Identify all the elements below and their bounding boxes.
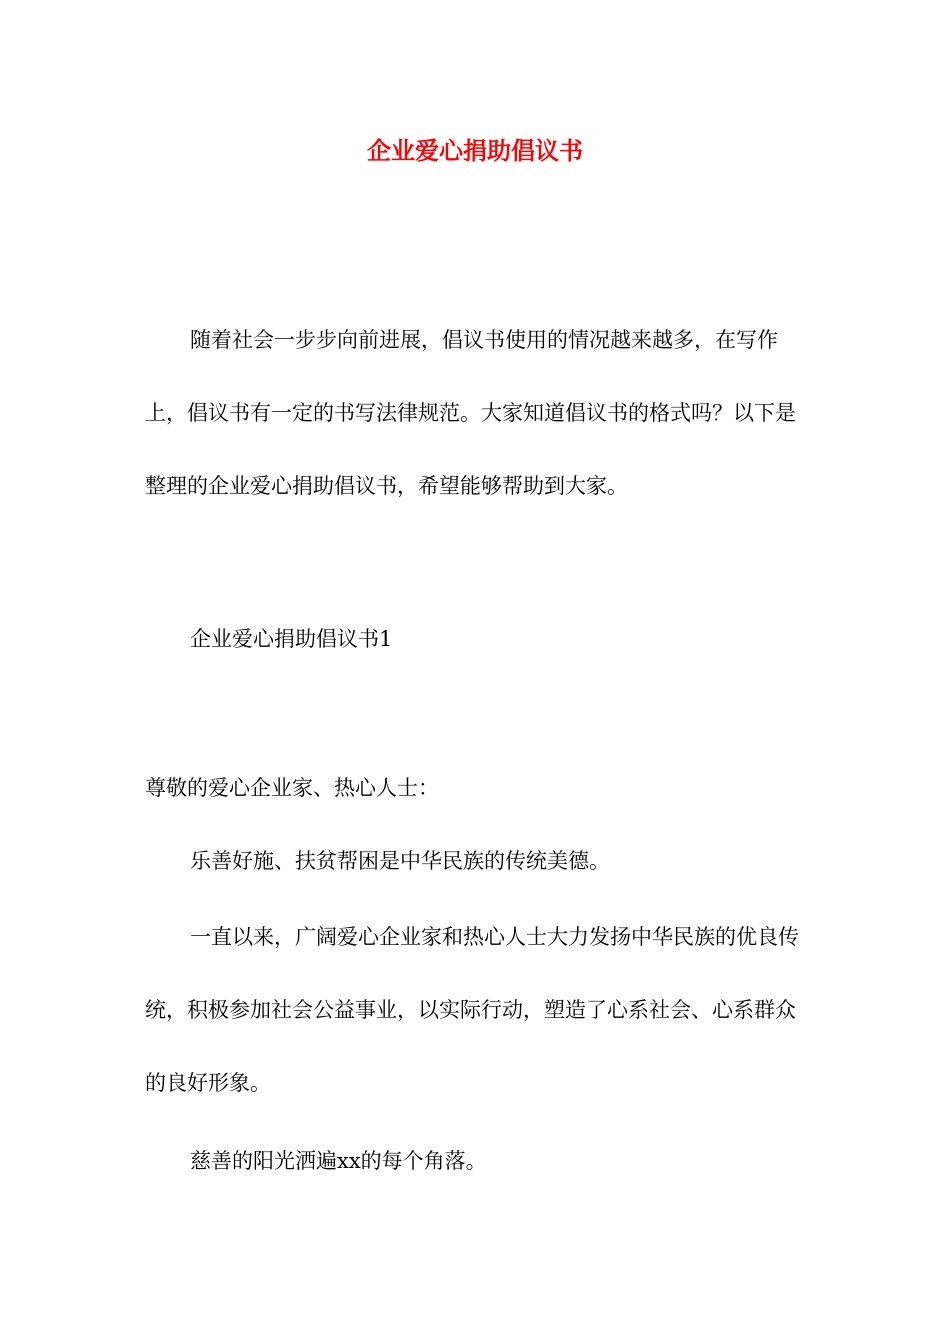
section-heading: 企业爱心捐助倡议书1 (190, 627, 393, 651)
paragraph-2: 一直以来，广阔爱心企业家和热心人士大力发扬中华民族的优良传统，积极参加社会公益事业，以实际行动，塑造了心系社会、心系群众的良好形象。 (145, 925, 799, 1095)
intro-paragraph: 随着社会一步步向前进展，倡议书使用的情况越来越多，在写作上，倡议书有一定的书写法律规范。大家知道倡议书的格式吗？以下是整理的企业爱心捐助倡议书，希望能够帮助到大家。 (145, 328, 796, 498)
document-title: 企业爱心捐助倡议书 (367, 137, 583, 165)
salutation: 尊敬的爱心企业家、热心人士： (145, 776, 439, 800)
paragraph-1: 乐善好施、扶贫帮困是中华民族的传统美德。 (190, 849, 610, 873)
paragraph-3: 慈善的阳光洒遍xx的每个角落。 (190, 1149, 487, 1173)
